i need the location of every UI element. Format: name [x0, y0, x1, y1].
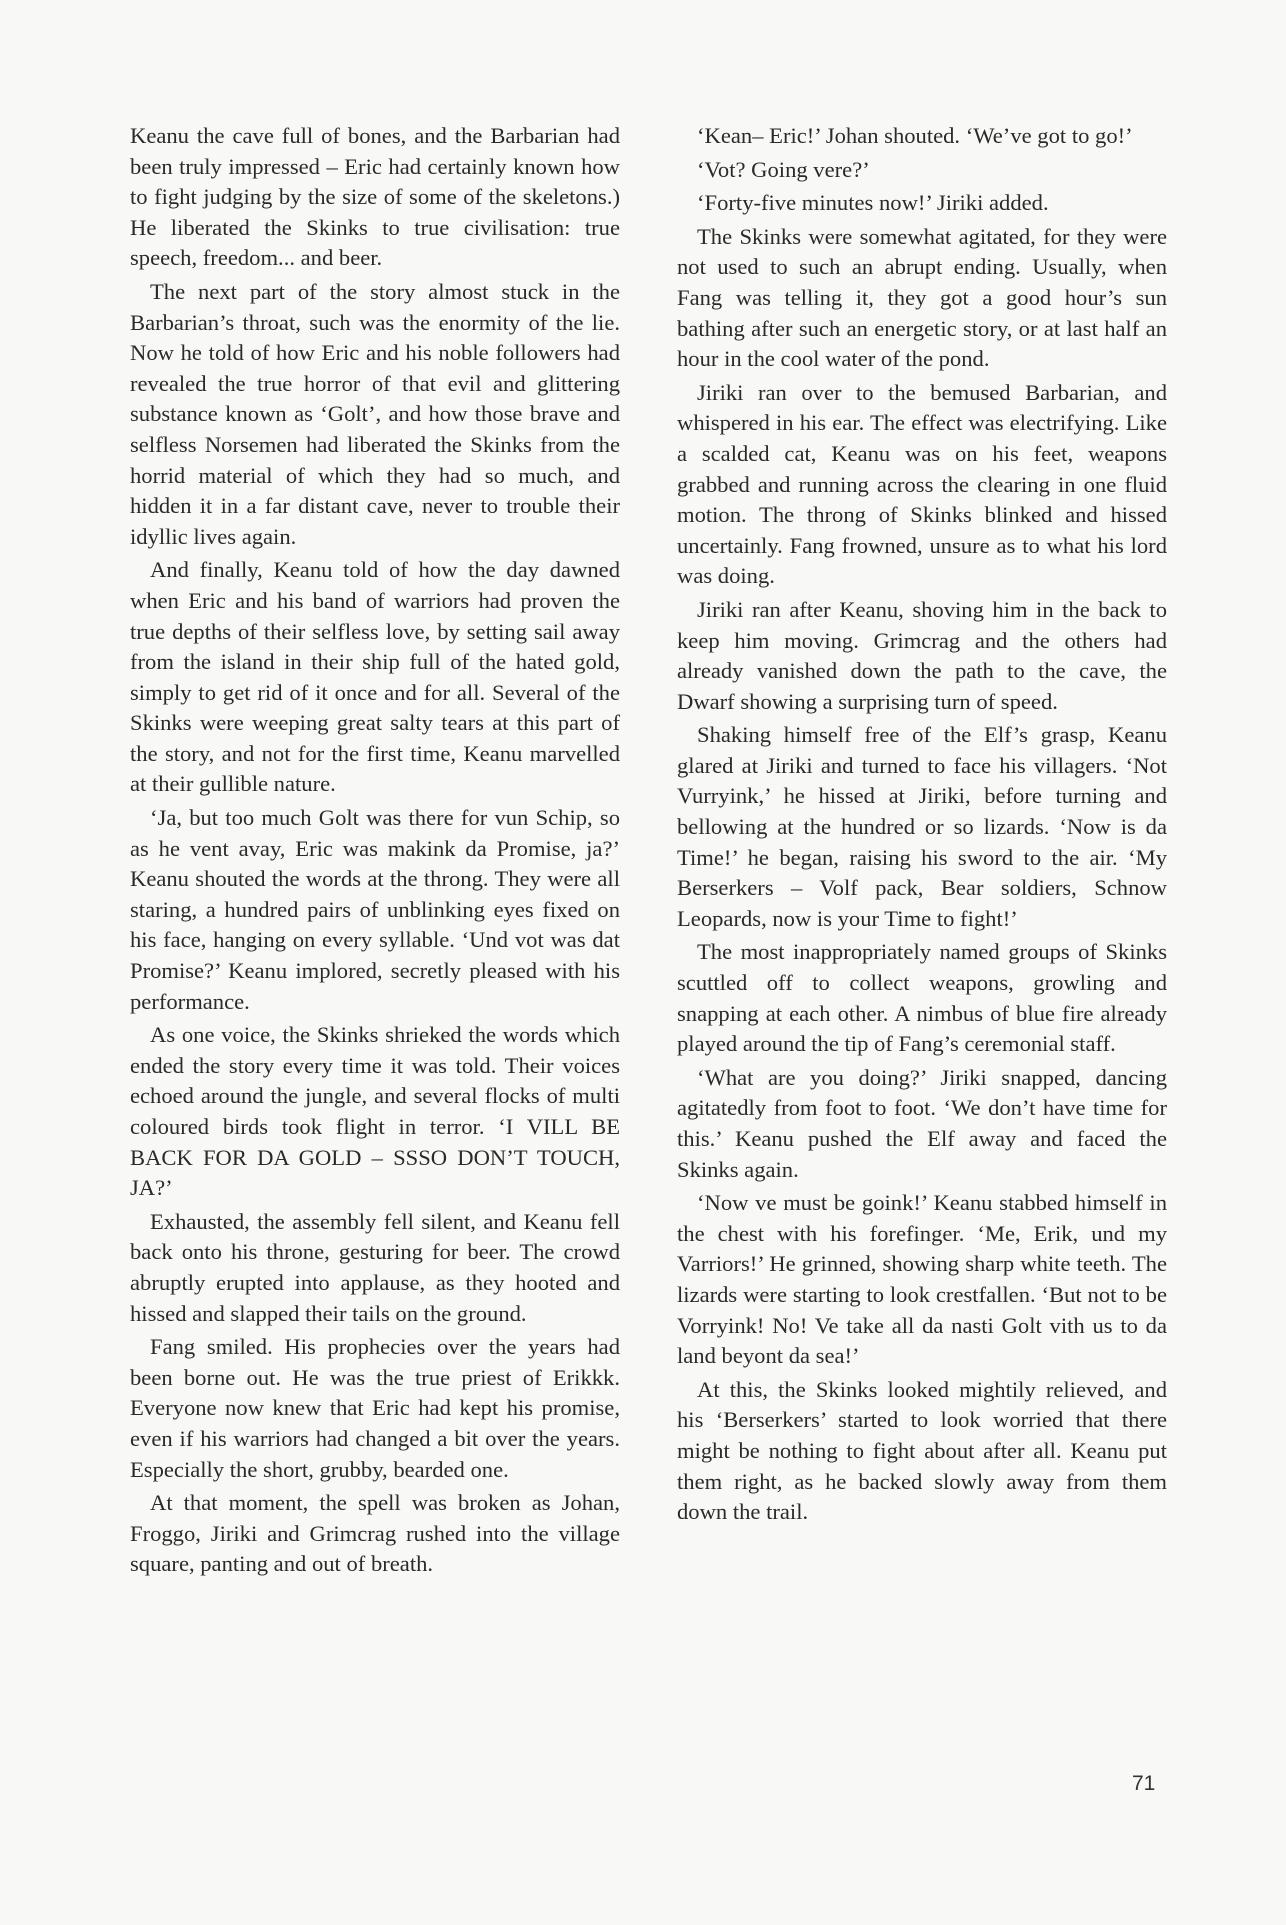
paragraph: The most inappropriately named groups of Skinks scuttled off to collect weapons, growling and snapping at each other. A nimbus of blue fire already played around the tip of Fang’s ceremonial staff. — [677, 939, 1167, 1057]
paragraph: ‘Ja, but too much Golt was there for vun Schip, so as he vent avay, Eric was makink da Promise, ja?’ Keanu shouted the words at the throng. They were all staring, a hundred pairs of unblinking eyes fixed on his face, hanging on every syllable. ‘Und vot was dat Promise?’ Keanu implored, secretly pleased with his performance. — [130, 805, 620, 1014]
right-column — [677, 121, 1167, 1531]
paragraph: Exhausted, the assembly fell silent, and Keanu fell back onto his throne, gesturing for beer. The crowd abruptly erupted into applause, as they hooted and hissed and slapped their tails on the ground. — [130, 1208, 620, 1326]
paragraph: Keanu the cave full of bones, and the Barbarian had been truly impressed – Eric had certainly known how to fight judging by the size of some of the skeletons.) He liberated the Skinks to true civilisation: true speech, freedom... and beer. — [130, 123, 620, 271]
paragraph: ‘Kean– Eric!’ Johan shouted. ‘We’ve got to go!’ — [697, 123, 1133, 148]
paragraph: ‘Now ve must be goink!’ Keanu stabbed himself in the chest with his forefinger. ‘Me, Erik, und my Varriors!’ He grinned, showing sharp white teeth. The lizards were starting to look crestfallen. ‘But not to be Vorryink! No! Ve take all da nasti Golt vith us to da land beyont da sea!’ — [677, 1190, 1167, 1369]
paragraph: Shaking himself free of the Elf’s grasp, Keanu glared at Jiriki and turned to face his villagers. ‘Not Vurryink,’ he hissed at Jiriki, before turning and bellowing at the hundred or so lizards. ‘Now is da Time!’ he began, raising his sword to the air. ‘My Berserkers – Volf pack, Bear soldiers, Schnow Leopards, now is your Time to fight!’ — [677, 722, 1167, 931]
paragraph: The Skinks were somewhat agitated, for they were not used to such an abrupt ending. Usually, when Fang was telling it, they got a good hour’s sun bathing after such an energetic story, or at last half an hour in the cool water of the pond. — [677, 223, 1167, 372]
paragraph: The next part of the story almost stuck in the Barbarian’s throat, such was the enormity of the lie. Now he told of how Eric and his noble followers had revealed the true horror of that evil and glittering substance known as ‘Golt’, and how those brave and selfless Norsemen had liberated the Skinks from the horrid material of which they had so much, and hidden it in a far distant cave, never to trouble their idyllic lives again. — [130, 278, 620, 549]
paragraph: And finally, Keanu told of how the day dawned when Eric and his band of warriors had proven the true depths of their selfless love, by setting sail away from the island in their ship full of the hated gold, simply to get rid of it once and for all. Several of the Skinks were weeping great salty tears at this part of the story, and not for the first time, Keanu marvelled at their gullible nature. — [130, 557, 620, 797]
paragraph: ‘Vot? Going vere?’ — [697, 156, 870, 182]
paragraph: At this, the Skinks looked mightily relieved, and his ‘Berserkers’ started to look worried that there might be nothing to fight about after all. Keanu put them right, as he backed slowly away from them down the trail. — [677, 1376, 1167, 1525]
paragraph: ‘Forty-five minutes now!’ Jiriki added. — [697, 190, 1049, 216]
page-number: 71 — [1132, 1772, 1156, 1795]
paragraph: Fang smiled. His prophecies over the years had been borne out. He was the true priest of Erikkk. Everyone now knew that Eric had kept his promise, even if his warriors had changed a bit over the years. Especially the short, grubby, bearded one. — [130, 1334, 620, 1482]
paragraph: Jiriki ran over to the bemused Barbarian, and whispered in his ear. The effect was electrifying. Like a scalded cat, Keanu was on his feet, weapons grabbed and running across the clearing in one fluid motion. The throng of Skinks blinked and hissed uncertainly. Fang frowned, unsure as to what his lord was doing. — [677, 379, 1167, 589]
left-column — [130, 121, 620, 1583]
paragraph: ‘What are you doing?’ Jiriki snapped, dancing agitatedly from foot to foot. ‘We don’t have time for this.’ Keanu pushed the Elf away and faced the Skinks again. — [677, 1064, 1167, 1182]
paragraph: Jiriki ran after Keanu, shoving him in the back to keep him moving. Grimcrag and the others had already vanished down the path to the cave, the Dwarf showing a surprising turn of speed. — [677, 596, 1167, 714]
paragraph: At that moment, the spell was broken as Johan, Froggo, Jiriki and Grimcrag rushed into the village square, panting and out of breath. — [130, 1490, 620, 1577]
paragraph: As one voice, the Skinks shrieked the words which ended the story every time it was told. Their voices echoed around the jungle, and several flocks of multi coloured birds took flight in terror. ‘I VILL BE BACK FOR DA GOLD – SSSO DON’T TOUCH, JA?’ — [130, 1022, 620, 1201]
